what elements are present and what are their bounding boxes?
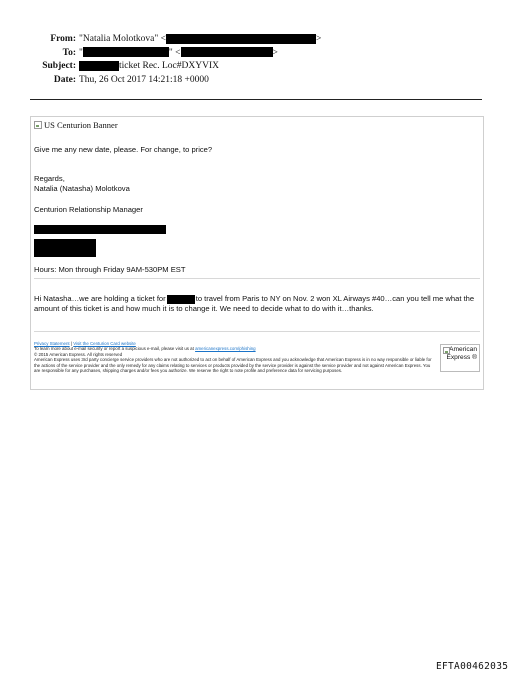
email-body-card	[30, 116, 484, 390]
subject-row	[20, 60, 321, 74]
redaction-bar	[181, 47, 273, 57]
redaction-bar	[166, 34, 316, 44]
to-bracket-close: >	[272, 47, 278, 58]
signature-name: Natalia (Natasha) Molotkova	[34, 184, 130, 193]
disclaimer: American Express uses 3rd party concierge service providers who are not authorized to act on behalf of American Express and you acknowledge that American Express is in no way responsible or liable for the actions of the service provider and the only remedy for any claims relating to services or products provided by the service provider is against the service provider and not against American Express. You are responsible for any purchases, shipping charges and/or fees you authorize. We reserve the right to note profile and preference data for servicing purposes.	[34, 357, 432, 374]
signature-title: Centurion Relationship Manager	[34, 205, 143, 214]
redaction-bar	[167, 295, 195, 304]
banner-alt-text: US Centurion Banner	[44, 120, 118, 130]
subject-text: ticket Rec. Loc#DXYVIX	[119, 61, 219, 71]
from-name: "Natalia Molotkova" <	[79, 34, 166, 44]
from-label: From:	[50, 34, 76, 44]
broken-image-icon	[34, 121, 42, 129]
to-bracket-open: " <	[168, 47, 181, 58]
date-label: Date:	[53, 74, 76, 85]
date-row	[20, 74, 321, 88]
hours-line: Hours: Mon through Friday 9AM-530PM EST	[34, 265, 186, 274]
from-bracket-close: >	[315, 34, 322, 44]
message-part-2: to travel from Paris to NY on Nov. 2 won XL Airways #40…can you tell me what the amount of this ticket is and how much it is to change it. We need to decide what to do with it…thanks.	[34, 294, 475, 313]
to-row	[20, 47, 321, 61]
copyright: © 2015 American Express. All rights reserved	[34, 351, 123, 357]
phishing-link[interactable]: americanexpress.com/phishing	[195, 346, 256, 352]
document-id: EFTA00462035	[436, 661, 509, 672]
redaction-bar	[79, 61, 119, 71]
link-separator: |	[69, 341, 74, 346]
subject-label: Subject:	[42, 61, 76, 71]
centurion-website-link[interactable]: Visit the Centurion Card website	[73, 341, 136, 346]
to-quote-open: "	[79, 47, 83, 58]
broken-image-icon	[443, 347, 450, 354]
reply-line: Give me any new date, please. For change, to price?	[34, 145, 213, 154]
divider	[34, 331, 480, 332]
redaction-bar	[34, 239, 96, 257]
legal-footer	[34, 341, 434, 373]
privacy-link[interactable]: Privacy Statement	[34, 341, 70, 346]
message-part-1: Hi Natasha…we are holding a ticket for	[34, 294, 166, 303]
amex-logo	[440, 344, 480, 372]
banner-image	[34, 120, 118, 130]
redaction-bar	[34, 225, 166, 234]
regards-line: Regards,	[34, 174, 65, 183]
to-label: To:	[62, 47, 76, 58]
amex-logo-alt: American Express ®	[446, 346, 477, 361]
from-row	[20, 33, 321, 47]
client-message	[34, 294, 480, 314]
header-divider	[30, 99, 482, 100]
email-header	[20, 33, 321, 87]
divider	[34, 278, 480, 279]
redaction-bar	[83, 47, 169, 57]
security-text: To learn more about e-mail security or report a suspicious e-mail, please visit us at	[34, 346, 194, 352]
date-value: Thu, 26 Oct 2017 14:21:18 +0000	[79, 74, 209, 85]
